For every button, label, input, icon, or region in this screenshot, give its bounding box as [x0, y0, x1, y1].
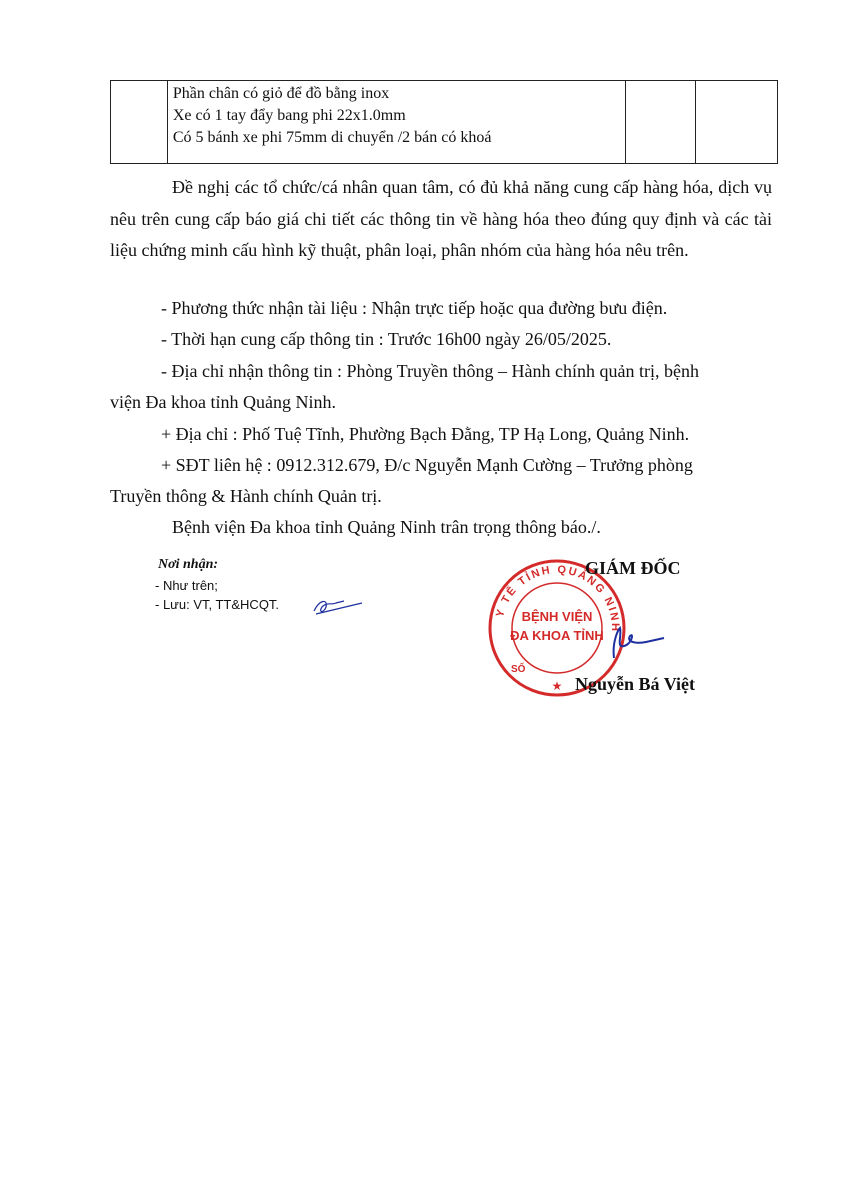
deadline-line: - Thời hạn cung cấp thông tin : Trước 16h00 ngày 26/05/2025. — [161, 329, 612, 349]
signer-position: GIÁM ĐỐC — [585, 558, 681, 578]
stamp-ring-text: Y TẾ TỈNH QUẢNG NINH — [494, 563, 622, 633]
initial-signature-icon — [310, 595, 366, 619]
table-cell-empty — [626, 81, 696, 164]
stamp-star-icon: ★ — [551, 679, 563, 693]
receiver-line: - Địa chỉ nhận thông tin : Phòng Truyền thông – Hành chính quản trị, bệnh — [161, 361, 699, 381]
table-row — [111, 81, 778, 164]
spec-table — [110, 80, 778, 164]
phone-line-cont: Truyền thông & Hành chính Quản trị. — [110, 486, 382, 506]
spec-line: Có 5 bánh xe phi 75mm di chuyển /2 bán có khoá — [172, 129, 492, 146]
table-cell-index — [111, 81, 168, 164]
table-cell-description — [167, 81, 626, 164]
phone-line: + SĐT liên hệ : 0912.312.679, Đ/c Nguyễn Mạnh Cường – Trưởng phòng — [161, 455, 693, 475]
recipient-item: - Lưu: VT, TT&HCQT. — [155, 597, 280, 612]
closing-line: Bệnh viện Đa khoa tỉnh Quảng Ninh trân trọng thông báo./. — [172, 517, 601, 537]
method-line: - Phương thức nhận tài liệu : Nhận trực tiếp hoặc qua đường bưu điện. — [161, 298, 668, 318]
recipient-item: - Như trên; — [155, 578, 218, 593]
address-line: + Địa chỉ : Phố Tuệ Tĩnh, Phường Bạch Đằng, TP Hạ Long, Quảng Ninh. — [161, 424, 690, 444]
receiver-line-cont: viện Đa khoa tỉnh Quảng Ninh. — [110, 392, 336, 412]
request-paragraph: Đề nghị các tổ chức/cá nhân quan tâm, có đủ khả năng cung cấp hàng hóa, dịch vụ nêu trên cung cấp báo giá chi tiết các thông tin về hàng hóa theo đúng quy định và các tài liệu chứng minh cấu hình kỹ thuật, phân loại, phân nhóm của hàng hóa nêu trên. — [110, 177, 772, 260]
spec-line: Phần chân có giỏ để đồ bằng inox — [172, 85, 390, 102]
stamp-number: SỐ — [511, 664, 526, 675]
stamp-center-line: ĐA KHOA TỈNH — [510, 628, 604, 643]
director-signature-icon — [606, 622, 668, 662]
recipients-title: Nơi nhận: — [158, 557, 219, 572]
stamp-center-line: BỆNH VIỆN — [521, 609, 593, 624]
table-cell-empty — [696, 81, 778, 164]
signer-name: Nguyễn Bá Việt — [575, 674, 696, 694]
spec-line: Xe có 1 tay đẩy bang phi 22x1.0mm — [172, 107, 406, 124]
